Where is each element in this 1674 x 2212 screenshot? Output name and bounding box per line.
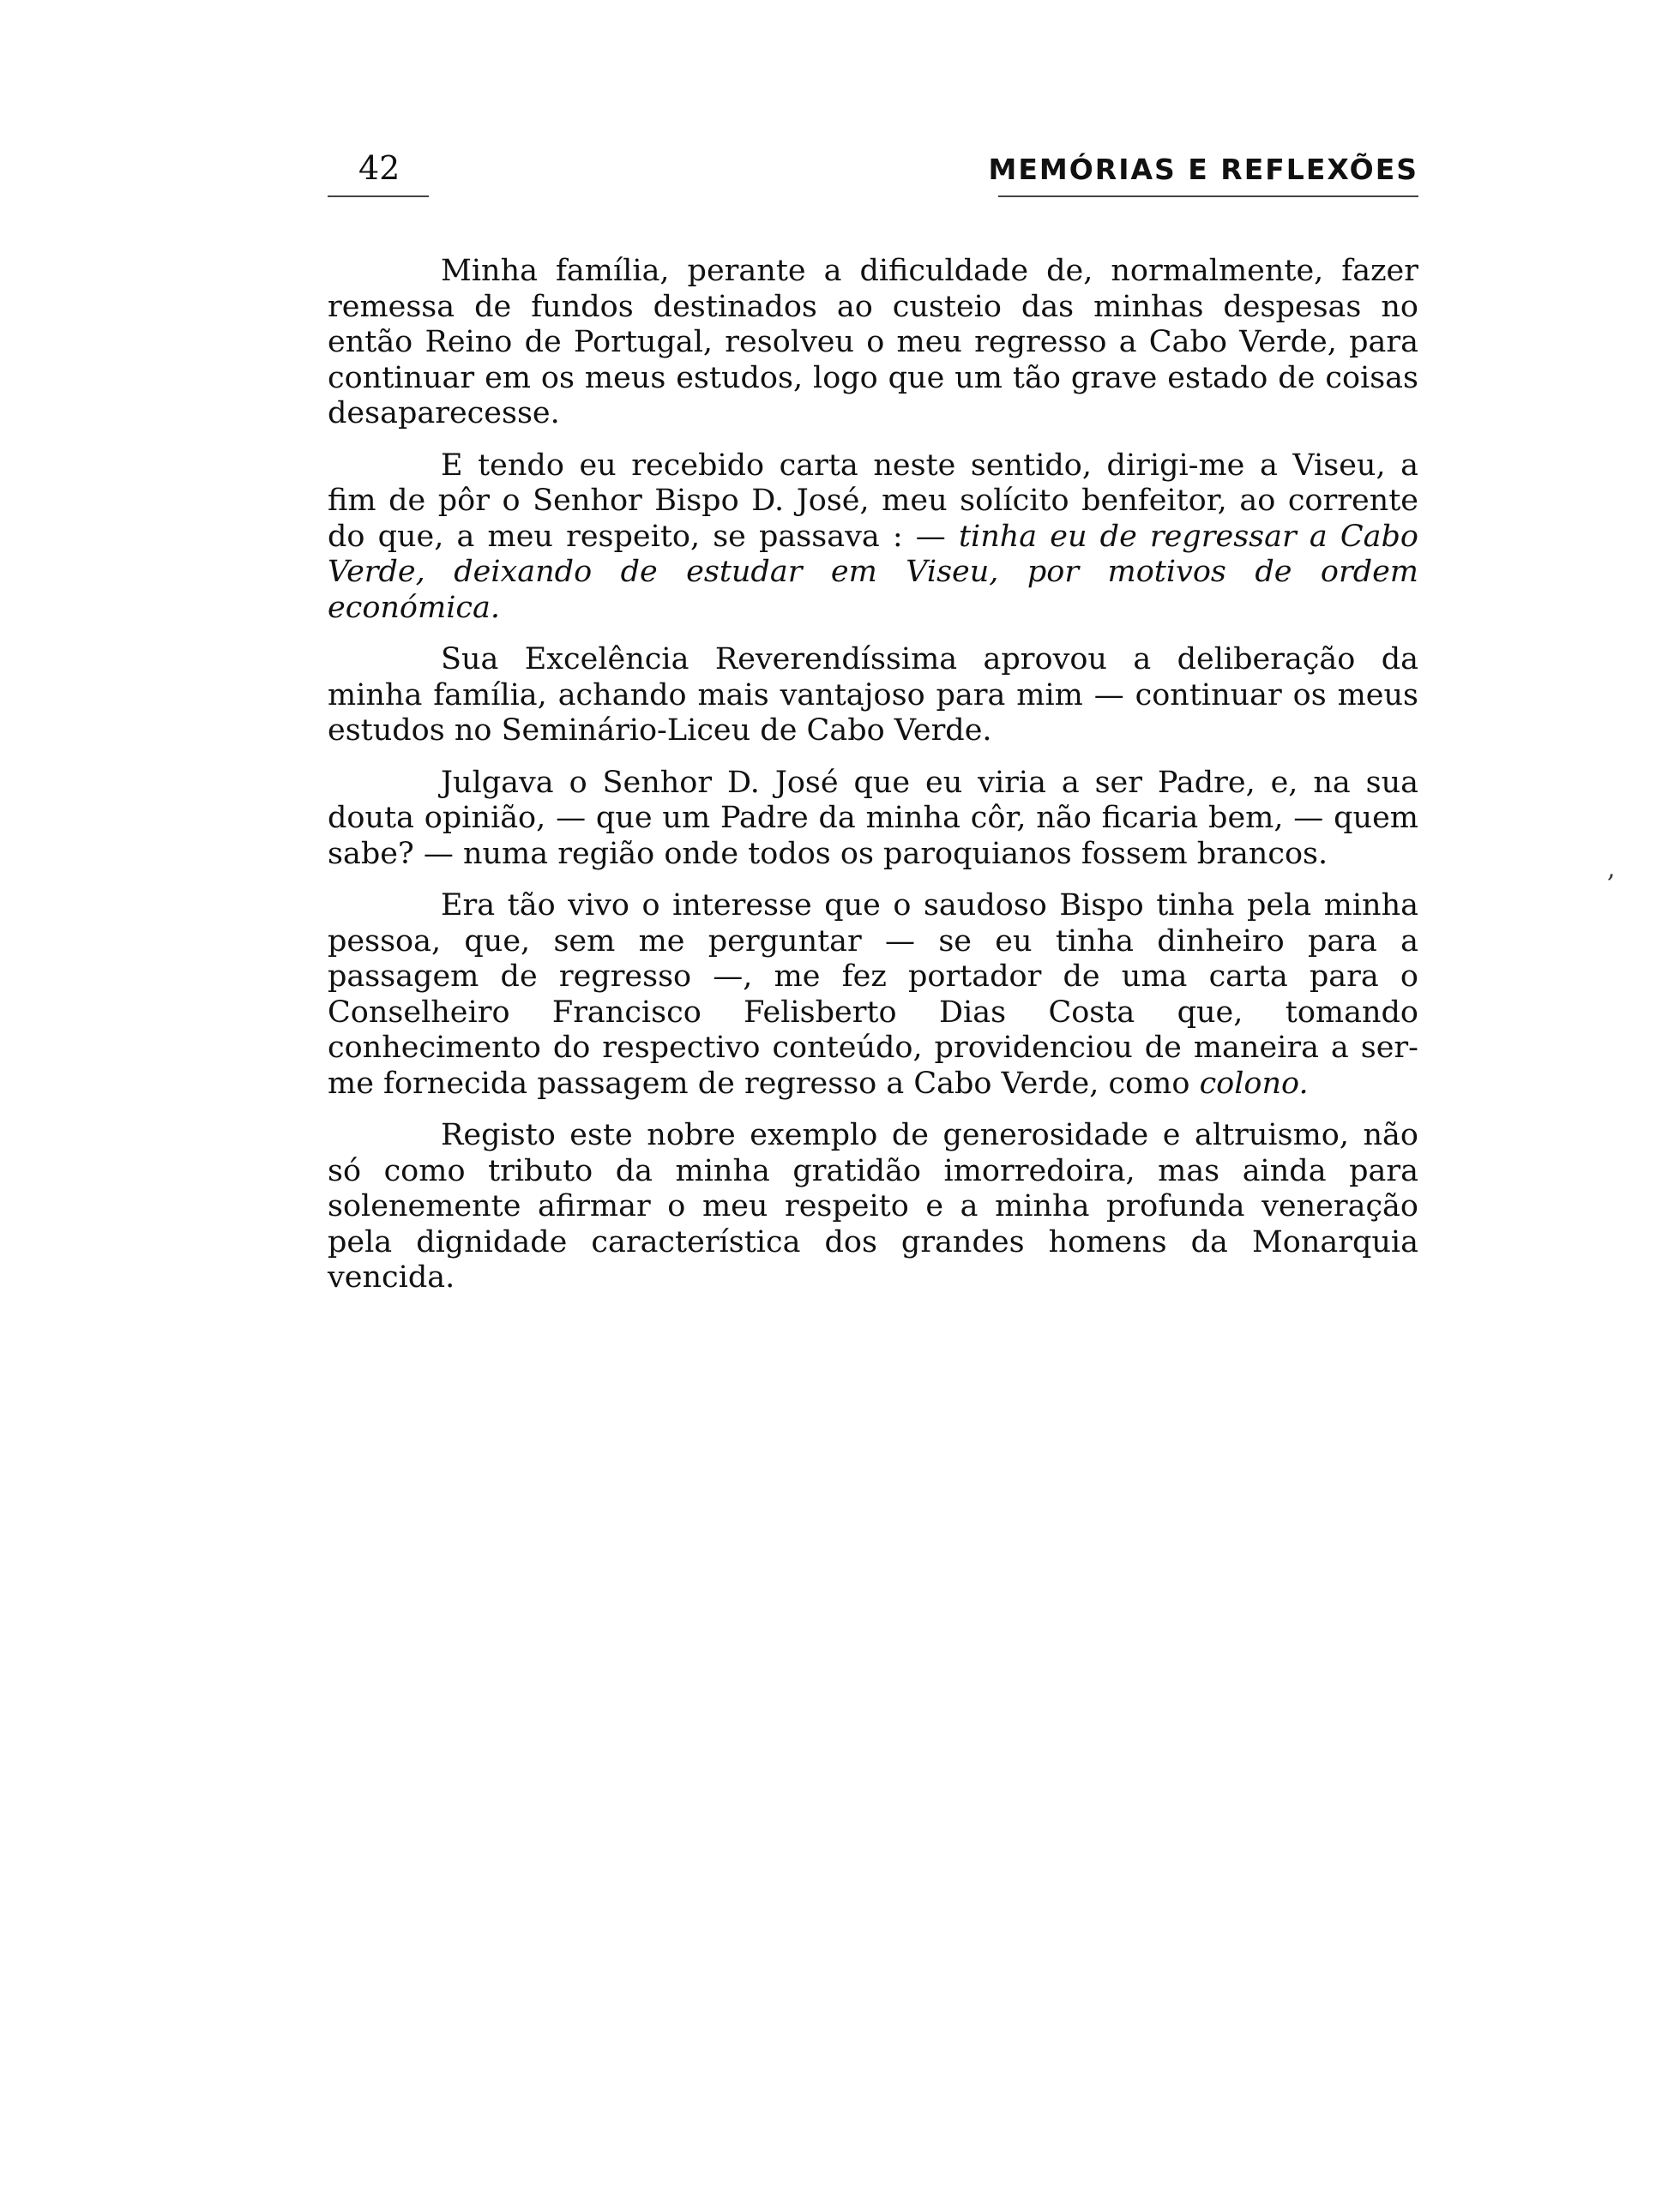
paragraph-2: [328, 448, 1418, 627]
paragraph-3: [328, 642, 1418, 749]
paragraph-text: Minha família, perante a dificuldade de, normalmente, fazer remessa de fundos destinados ao custeio das minhas despesas no então Reino de Portugal, resolveu o meu regresso a Cabo Verde, para continuar em os meus estudos, logo que um tão grave estado de coisas desaparecesse.: [328, 254, 1418, 430]
paragraph-text: E tendo eu recebido carta neste sentido, dirigi-me a Viseu, a fim de pôr o Senhor Bispo D. José, meu solícito benfeitor, ao corrente do que, a meu respeito, se passava : —: [328, 448, 1418, 554]
page-header: [328, 147, 1418, 201]
paragraph-4: [328, 766, 1418, 873]
paragraph-text: Julgava o Senhor D. José que eu viria a ser Padre, e, na sua douta opinião, — que um Padre da minha côr, não ficaria bem, — quem sabe? — numa região onde todos os paroquianos fossem brancos.: [328, 765, 1418, 871]
paragraph-5: [328, 888, 1418, 1102]
body-text: [328, 254, 1418, 1313]
running-title: MEMÓRIAS E REFLEXÕES: [988, 153, 1418, 186]
paragraph-text: Era tão vivo o interesse que o saudoso Bispo tinha pela minha pessoa, que, sem me perguntar — se eu tinha dinheiro para a passagem de regresso —, me fez portador de uma carta para o Conselheiro Francisco Felisberto Dias Costa que, tomando conhecimento do respectivo conteúdo, providenciou de maneira a ser-me fornecida passagem de regresso a Cabo Verde, como: [328, 888, 1418, 1101]
paragraph-text: Sua Excelência Reverendíssima aprovou a deliberação da minha família, achando mais vantajoso para mim — continuar os meus estudos no Seminário-Liceu de Cabo Verde.: [328, 642, 1418, 748]
page-number: 42: [358, 149, 400, 187]
header-rule-left: [328, 195, 429, 197]
paragraph-text: Registo este nobre exemplo de generosidade e altruismo, não só como tributo da minha gratidão imorredoira, mas ainda para solenemente afirmar o meu respeito e a minha profunda veneração pela dignidade característica dos grandes homens da Monarquia vencida.: [328, 1118, 1418, 1295]
paragraph-1: [328, 254, 1418, 432]
paragraph-6: [328, 1118, 1418, 1296]
paragraph-italic-text: tinha eu de regressar a Cabo Verde, deixando de estudar em Viseu, por motivos de ordem económica.: [328, 519, 1418, 625]
paragraph-italic-text: colono.: [1199, 1066, 1309, 1101]
margin-comma-mark: ,: [1607, 854, 1616, 884]
header-rule-right: [998, 195, 1418, 197]
